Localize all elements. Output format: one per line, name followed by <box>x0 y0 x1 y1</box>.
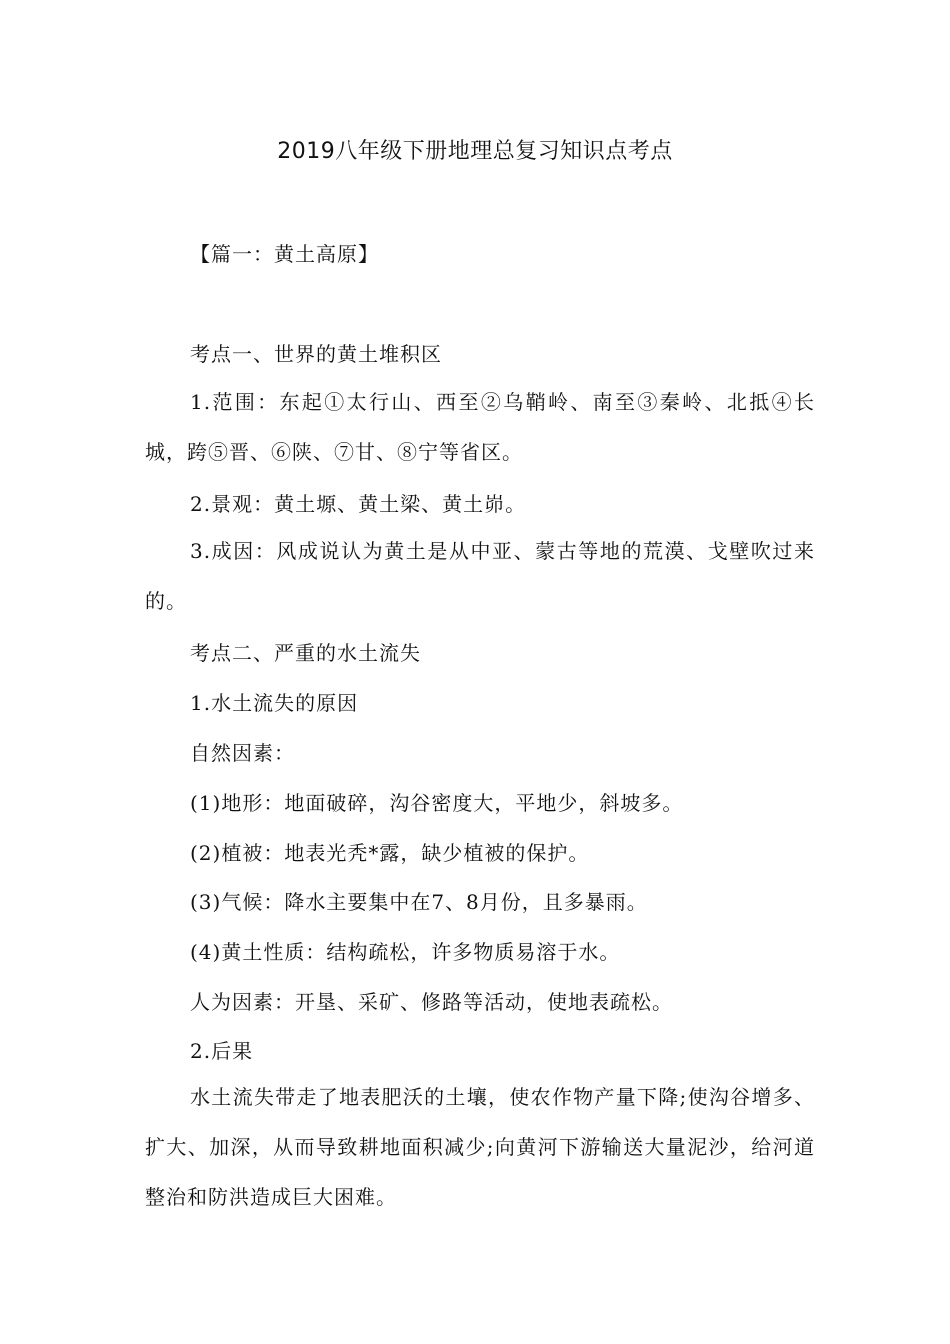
kaodian2-sub1: 1.水土流失的原因 <box>190 691 359 715</box>
natural-factor-loess: (4)黄土性质：结构疏松，许多物质易溶于水。 <box>190 940 621 964</box>
natural-factors-label: 自然因素： <box>190 741 295 765</box>
kaodian1-item2: 2.景观：黄土塬、黄土梁、黄土峁。 <box>190 492 527 516</box>
natural-factor-vegetation: (2)植被：地表光秃*露，缺少植被的保护。 <box>190 841 590 865</box>
kaodian1-item1: 1.范围：东起①太行山、西至②乌鞘岭、南至③秦岭、北抵④长城，跨⑤晋、⑥陕、⑦甘、⑧宁等省区。 <box>145 390 815 464</box>
human-factors: 人为因素：开垦、采矿、修路等活动，使地表疏松。 <box>190 990 673 1014</box>
kaodian2-heading: 考点二、严重的水土流失 <box>190 641 421 665</box>
kaodian2-sub2: 2.后果 <box>190 1039 254 1063</box>
section-heading: 【篇一：黄土高原】 <box>190 242 379 266</box>
kaodian1-item3: 3.成因：风成说认为黄土是从中亚、蒙古等地的荒漠、戈壁吹过来的。 <box>145 539 815 613</box>
kaodian1-heading: 考点一、世界的黄土堆积区 <box>190 342 442 366</box>
document-title: 2019八年级下册地理总复习知识点考点 <box>277 139 673 164</box>
consequence-paragraph: 水土流失带走了地表肥沃的土壤，使农作物产量下降;使沟谷增多、扩大、加深，从而导致耕地面积减少;向黄河下游输送大量泥沙，给河道整治和防洪造成巨大困难。 <box>145 1085 815 1209</box>
natural-factor-climate: (3)气候：降水主要集中在7、8月份，且多暴雨。 <box>190 890 648 914</box>
natural-factor-terrain: (1)地形：地面破碎，沟谷密度大，平地少，斜坡多。 <box>190 791 684 815</box>
